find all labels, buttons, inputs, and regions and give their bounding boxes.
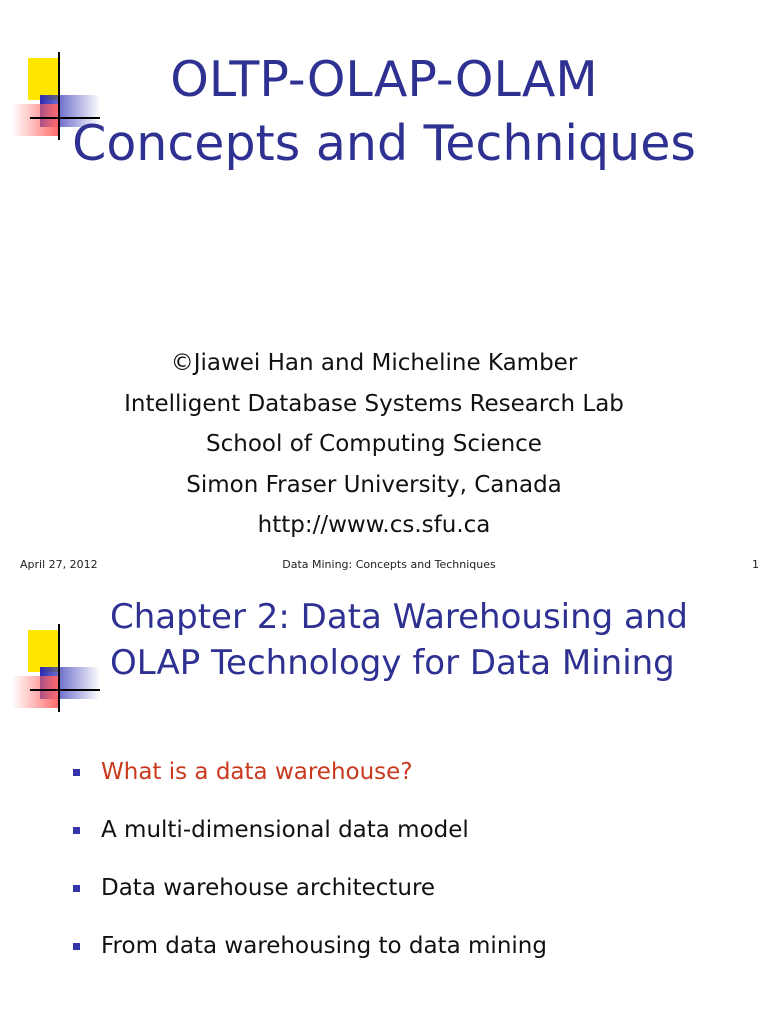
bullet-square-icon bbox=[73, 769, 80, 776]
list-item bbox=[0, 926, 768, 966]
page-number: 1 bbox=[752, 558, 759, 571]
bullet-square-icon bbox=[73, 827, 80, 834]
list-item bbox=[0, 752, 768, 792]
bullet-text: A multi-dimensional data model bbox=[101, 817, 469, 843]
bullet-text-highlighted: What is a data warehouse? bbox=[101, 759, 413, 785]
title-line-1: OLTP-OLAP-OLAM bbox=[170, 51, 598, 108]
chapter-slide bbox=[0, 582, 768, 1024]
lab-line: Intelligent Database Systems Research Lab bbox=[124, 390, 624, 417]
bullet-text: Data warehouse architecture bbox=[101, 875, 436, 901]
bullet-text: From data warehousing to data mining bbox=[101, 933, 547, 959]
website-link[interactable]: http://www.cs.sfu.ca bbox=[257, 512, 491, 538]
author-info bbox=[0, 343, 748, 546]
copyright-line: ©Jiawei Han and Micheline Kamber bbox=[170, 350, 578, 376]
list-item bbox=[0, 810, 768, 850]
slide-footer bbox=[0, 557, 768, 573]
slide-title bbox=[0, 48, 768, 176]
university-line: Simon Fraser University, Canada bbox=[186, 471, 562, 498]
school-line: School of Computing Science bbox=[206, 431, 542, 457]
bullet-square-icon bbox=[73, 885, 80, 892]
chapter-title bbox=[110, 594, 760, 686]
footer-title: Data Mining: Concepts and Techniques bbox=[282, 558, 496, 571]
chapter-title-line-2: OLAP Technology for Data Mining bbox=[110, 643, 675, 683]
corner-decoration-icon bbox=[0, 582, 110, 712]
bullet-square-icon bbox=[73, 943, 80, 950]
list-item bbox=[0, 868, 768, 908]
chapter-title-line-1: Chapter 2: Data Warehousing and bbox=[110, 597, 689, 637]
title-line-2: Concepts and Techniques bbox=[72, 115, 696, 172]
footer-date: April 27, 2012 bbox=[20, 558, 98, 571]
